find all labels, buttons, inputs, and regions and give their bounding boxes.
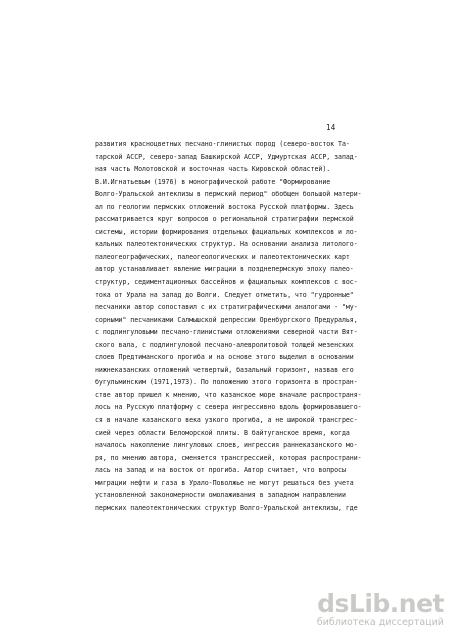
- text-line: системы, истории формирования отдельных фациальных комплексов и ло-: [95, 227, 358, 236]
- text-line: лась на запад и на восток от прогиба. Автор считает, что вопросы: [95, 466, 346, 475]
- text-line: началось накопление лингуловых слоев, ингрессия раннеказанского мо-: [95, 441, 358, 450]
- text-line: бугульминским (1971,1973). По положению этого горизонта в простран-: [95, 378, 358, 387]
- text-line: В.И.Игнатьевым (1976) в монографической работе "Формирование: [95, 177, 331, 186]
- text-line: сорными" песчаниками Салмышской депрессии Оренбургского Предуралья,: [95, 315, 358, 324]
- text-line: развития красноцветных песчано-глинистых пород (северо-восток Та-: [95, 140, 350, 148]
- text-line: ского вала, с подлингуловой песчано-алевролитовой толщей мезенских: [95, 340, 354, 349]
- text-line: миграции нефти и газа в Урало-Поволжье не могут решаться без учета: [95, 478, 354, 487]
- text-line: палеогеографических, палеогеологических и палеотектонических карт: [95, 252, 350, 261]
- text-line: ря, по мнению автора, сменяется трансгрессией, которая распространи-: [95, 453, 362, 462]
- text-line: рассматривается круг вопросов о региональной стратиграфии пермской: [95, 215, 354, 224]
- watermark-tagline: библиотека диссертаций: [316, 617, 444, 628]
- text-line: песчаники автор сопоставил с их стратиграфическими аналогами - "му-: [95, 303, 358, 312]
- body-text: [95, 138, 367, 514]
- text-line: тарской АССР, северо-запад Башкирской АССР, Удмуртская АССР, запад-: [95, 152, 358, 161]
- text-line: ная часть Молотовской и восточная часть Кировской областей).: [95, 165, 331, 174]
- text-line: нижнеказанских отложений четвертый, базальный горизонт, назвав его: [95, 365, 354, 374]
- watermark: [317, 591, 444, 628]
- text-line: ал по геологии пермских отложений востока Русской платформы. Здесь: [95, 202, 354, 211]
- text-line: структур, седиментационных бассейнов и фациальных комплексов с вос-: [95, 278, 358, 287]
- text-line: с подлингуловыми песчано-глинистыми отложениями северной части Вят-: [95, 328, 358, 337]
- text-line: пермских палеотектонических структур Волго-Уральской антеклизы, где: [95, 503, 358, 512]
- page-number: 14: [326, 123, 336, 132]
- text-line: сией через области Беломорской плиты. В байтуганское время, когда: [95, 428, 350, 437]
- text-line: тока от Урала на запад до Волги. Следует отметить, что "гудронные": [95, 290, 354, 299]
- text-line: лось на Русскую платформу с севера ингрессивно вдоль формировавшего-: [95, 403, 362, 412]
- text-line: стве автор пришел к мнению, что казанское море вначале распространя-: [95, 390, 362, 399]
- text-line: ся в начале казанского века узкого прогиба, а не широкой трансгрес-: [95, 416, 358, 425]
- text-line: слоев Предтиманского прогиба и на основе этого выделил в основании: [95, 353, 354, 362]
- watermark-logo: dsLib.net: [317, 589, 444, 618]
- text-line: Волго-Уральской антеклизы в пермский период" обобщен большой матери-: [95, 190, 362, 199]
- text-line: установленной закономерности омолаживания в западном направлении: [95, 491, 346, 500]
- text-line: кальных палеотектонических структур. На основании анализа литолого-: [95, 240, 358, 249]
- text-line: автор устанавливает явление миграции в позднепермскую эпоху палео-: [95, 265, 354, 274]
